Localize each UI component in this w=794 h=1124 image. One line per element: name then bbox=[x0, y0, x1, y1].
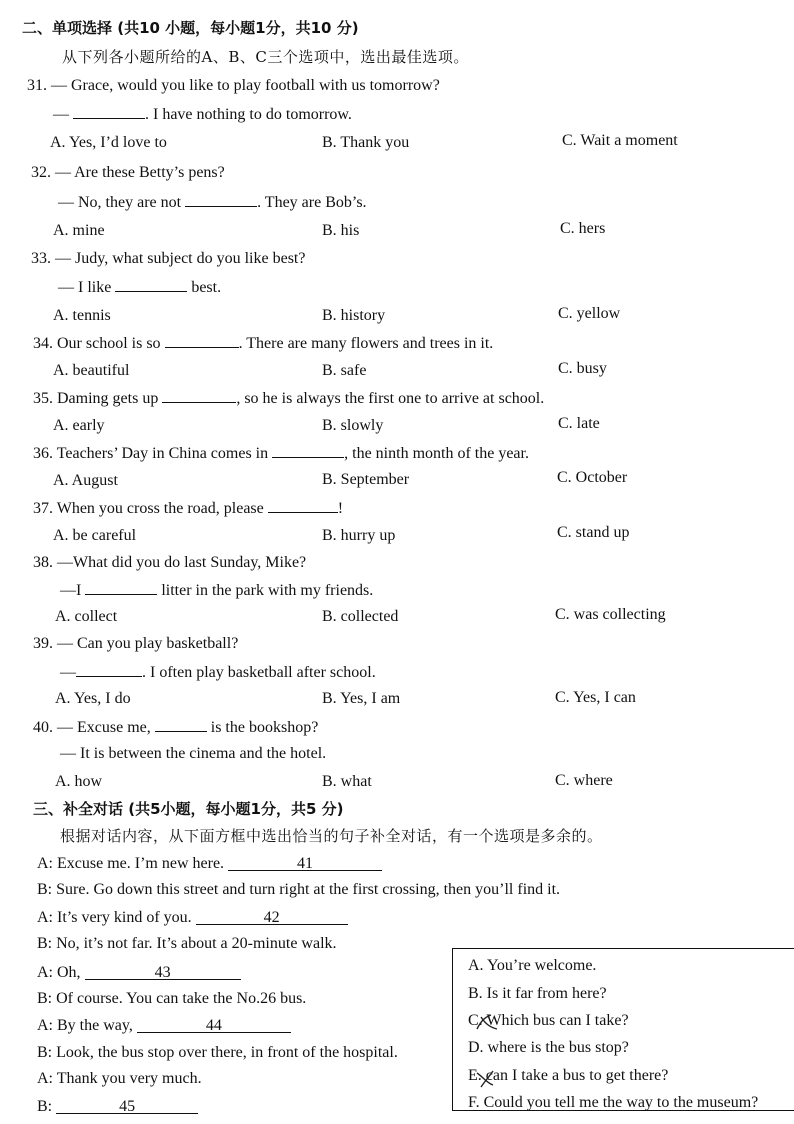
question-text: —I bbox=[60, 582, 86, 599]
option-b[interactable]: B. September bbox=[322, 471, 410, 488]
option-b[interactable]: B. history bbox=[322, 307, 386, 324]
dialogue-text: A: Oh, bbox=[37, 964, 85, 981]
option-a[interactable]: A. tennis bbox=[53, 307, 111, 324]
pencil-mark-icon bbox=[475, 1067, 501, 1089]
choices-box bbox=[452, 948, 794, 1111]
option-a[interactable]: A. August bbox=[53, 472, 118, 489]
question-32-line2 bbox=[58, 192, 367, 213]
answer-blank-44[interactable]: 44 bbox=[137, 1018, 291, 1033]
option-c[interactable]: C. where bbox=[555, 772, 613, 789]
question-text: Daming gets up bbox=[57, 390, 163, 407]
option-c[interactable]: C. hers bbox=[560, 220, 606, 237]
section-heading: 三、补全对话 (共5小题，每小题1分，共5 分) bbox=[33, 800, 344, 818]
option-b[interactable]: B. what bbox=[322, 773, 372, 790]
option-b[interactable]: B. his bbox=[322, 222, 360, 239]
question-text: ! bbox=[337, 500, 344, 517]
option-c[interactable]: C. Yes, I can bbox=[555, 689, 636, 706]
dialogue-text: A: Thank you very much. bbox=[37, 1070, 202, 1087]
section-heading: 二、单项选择 (共10 小题，每小题1分，共10 分) bbox=[22, 19, 359, 37]
option-c[interactable]: C. late bbox=[558, 415, 600, 432]
question-text: When you cross the road, please bbox=[56, 500, 268, 517]
answer-blank[interactable] bbox=[85, 580, 157, 595]
option-b[interactable]: B. safe bbox=[322, 362, 367, 379]
answer-blank-43[interactable]: 43 bbox=[85, 965, 241, 980]
question-text: Teachers’ Day in China comes in bbox=[56, 445, 273, 462]
question-text: — bbox=[53, 106, 73, 123]
question-number: 40. bbox=[33, 719, 53, 736]
question-text: — I like bbox=[58, 279, 116, 296]
question-number: 38. bbox=[33, 554, 53, 571]
question-text: , the ninth month of the year. bbox=[344, 445, 529, 462]
option-a[interactable]: A. Yes, I do bbox=[55, 690, 131, 707]
answer-blank[interactable] bbox=[155, 717, 207, 732]
question-32-stem bbox=[31, 163, 225, 183]
question-text: — Are these Betty’s pens? bbox=[55, 164, 225, 181]
question-text: — bbox=[60, 664, 76, 681]
option-a[interactable]: A. mine bbox=[53, 222, 105, 239]
question-31-stem bbox=[27, 76, 440, 96]
dialogue-line bbox=[37, 934, 337, 954]
question-text: , so he is always the first one to arrive at school. bbox=[236, 390, 545, 407]
option-c[interactable]: C. busy bbox=[558, 360, 607, 377]
question-text: — No, they are not bbox=[58, 194, 186, 211]
answer-blank-45[interactable]: 45 bbox=[56, 1099, 198, 1114]
choice-item[interactable]: E. can I take a bus to get there? bbox=[468, 1067, 669, 1084]
question-38-line2 bbox=[60, 580, 373, 601]
question-text: —What did you do last Sunday, Mike? bbox=[57, 554, 307, 571]
question-40-line2 bbox=[60, 744, 326, 764]
question-37-stem bbox=[33, 498, 343, 519]
dialogue-line bbox=[37, 854, 382, 874]
question-text: . There are many flowers and trees in it. bbox=[238, 335, 494, 352]
option-c[interactable]: C. was collecting bbox=[555, 606, 666, 623]
answer-blank[interactable] bbox=[115, 277, 187, 292]
option-c[interactable]: C. stand up bbox=[557, 524, 630, 541]
answer-blank[interactable] bbox=[185, 192, 257, 207]
question-text: — Excuse me, bbox=[57, 719, 155, 736]
dialogue-line bbox=[37, 963, 241, 983]
dialogue-text: A: Excuse me. I’m new here. bbox=[37, 855, 229, 872]
question-text: litter in the park with my friends. bbox=[157, 582, 374, 599]
choice-item[interactable]: B. Is it far from here? bbox=[468, 985, 607, 1002]
question-text: is the bookshop? bbox=[206, 719, 319, 736]
option-b[interactable]: B. Yes, I am bbox=[322, 690, 401, 707]
dialogue-line bbox=[37, 1097, 198, 1117]
answer-blank[interactable] bbox=[162, 388, 236, 403]
question-33-line2 bbox=[58, 277, 221, 298]
option-b[interactable]: B. Thank you bbox=[322, 134, 410, 151]
option-b[interactable]: B. hurry up bbox=[322, 527, 396, 544]
question-number: 32. bbox=[31, 164, 51, 181]
choice-item[interactable]: A. You’re welcome. bbox=[468, 957, 597, 974]
option-a[interactable]: A. be careful bbox=[53, 527, 137, 544]
answer-blank[interactable] bbox=[76, 662, 142, 677]
question-number: 36. bbox=[33, 445, 53, 462]
question-38-stem bbox=[33, 553, 306, 573]
question-text: — Grace, would you like to play football with us tomorrow? bbox=[51, 77, 440, 94]
question-text: . I often play basketball after school. bbox=[142, 664, 376, 681]
option-a[interactable]: A. early bbox=[53, 417, 105, 434]
question-text: Our school is so bbox=[57, 335, 165, 352]
option-b[interactable]: B. slowly bbox=[322, 417, 384, 434]
question-35-stem bbox=[33, 388, 544, 409]
question-text: — It is between the cinema and the hotel. bbox=[60, 745, 327, 762]
question-36-stem bbox=[33, 443, 529, 464]
dialogue-text: A: By the way, bbox=[37, 1017, 137, 1034]
question-number: 37. bbox=[33, 500, 53, 517]
answer-blank[interactable] bbox=[268, 498, 338, 513]
question-text: . They are Bob’s. bbox=[257, 194, 367, 211]
option-c[interactable]: C. yellow bbox=[558, 305, 621, 322]
question-number: 31. bbox=[27, 77, 47, 94]
option-b[interactable]: B. collected bbox=[322, 608, 399, 625]
dialogue-text: B: Look, the bus stop over there, in front of the hospital. bbox=[37, 1044, 398, 1061]
question-34-stem bbox=[33, 333, 493, 354]
dialogue-text: B: Sure. Go down this street and turn right at the first crossing, then you’ll find it. bbox=[37, 881, 561, 898]
dialogue-text: B: bbox=[37, 1098, 57, 1115]
choice-item[interactable]: D. where is the bus stop? bbox=[468, 1039, 629, 1056]
question-number: 34. bbox=[33, 335, 53, 352]
question-39-stem bbox=[33, 634, 238, 654]
answer-blank[interactable] bbox=[272, 443, 344, 458]
answer-blank-42[interactable]: 42 bbox=[196, 910, 348, 925]
option-c[interactable]: C. October bbox=[557, 469, 628, 486]
section-instruction: 从下列各小题所给的A、B、C三个选项中，选出最佳选项。 bbox=[62, 48, 469, 66]
option-a[interactable]: A. Yes, I’d love to bbox=[50, 134, 167, 151]
section-instruction: 根据对话内容，从下面方框中选出恰当的句子补全对话，有一个选项是多余的。 bbox=[60, 827, 603, 845]
question-31-line2 bbox=[53, 104, 352, 125]
question-40-stem bbox=[33, 717, 318, 738]
option-c[interactable]: C. Wait a moment bbox=[562, 132, 678, 149]
question-number: 35. bbox=[33, 390, 53, 407]
question-number: 39. bbox=[33, 635, 53, 652]
dialogue-line bbox=[37, 908, 348, 928]
dialogue-line bbox=[37, 1016, 291, 1036]
choice-item[interactable]: F. Could you tell me the way to the museum? bbox=[468, 1094, 759, 1111]
dialogue-text: B: No, it’s not far. It’s about a 20-minute walk. bbox=[37, 935, 337, 952]
question-33-stem bbox=[31, 249, 305, 269]
dialogue-line bbox=[37, 1043, 398, 1063]
dialogue-text: A: It’s very kind of you. bbox=[37, 909, 196, 926]
dialogue-line bbox=[37, 880, 560, 900]
question-text: . I have nothing to do tomorrow. bbox=[145, 106, 352, 123]
option-a[interactable]: A. collect bbox=[55, 608, 118, 625]
question-text: — Judy, what subject do you like best? bbox=[55, 250, 306, 267]
pencil-mark-icon bbox=[475, 1011, 501, 1033]
choice-item[interactable]: C. Which bus can I take? bbox=[468, 1012, 629, 1029]
question-text: — Can you play basketball? bbox=[57, 635, 239, 652]
dialogue-line bbox=[37, 1069, 202, 1089]
question-text: best. bbox=[187, 279, 222, 296]
dialogue-line bbox=[37, 989, 306, 1009]
dialogue-text: B: Of course. You can take the No.26 bus. bbox=[37, 990, 307, 1007]
option-a[interactable]: A. how bbox=[55, 773, 103, 790]
answer-blank[interactable] bbox=[73, 104, 145, 119]
question-number: 33. bbox=[31, 250, 51, 267]
answer-blank-41[interactable]: 41 bbox=[228, 856, 382, 871]
question-39-line2 bbox=[60, 662, 376, 683]
option-a[interactable]: A. beautiful bbox=[53, 362, 130, 379]
answer-blank[interactable] bbox=[165, 333, 239, 348]
